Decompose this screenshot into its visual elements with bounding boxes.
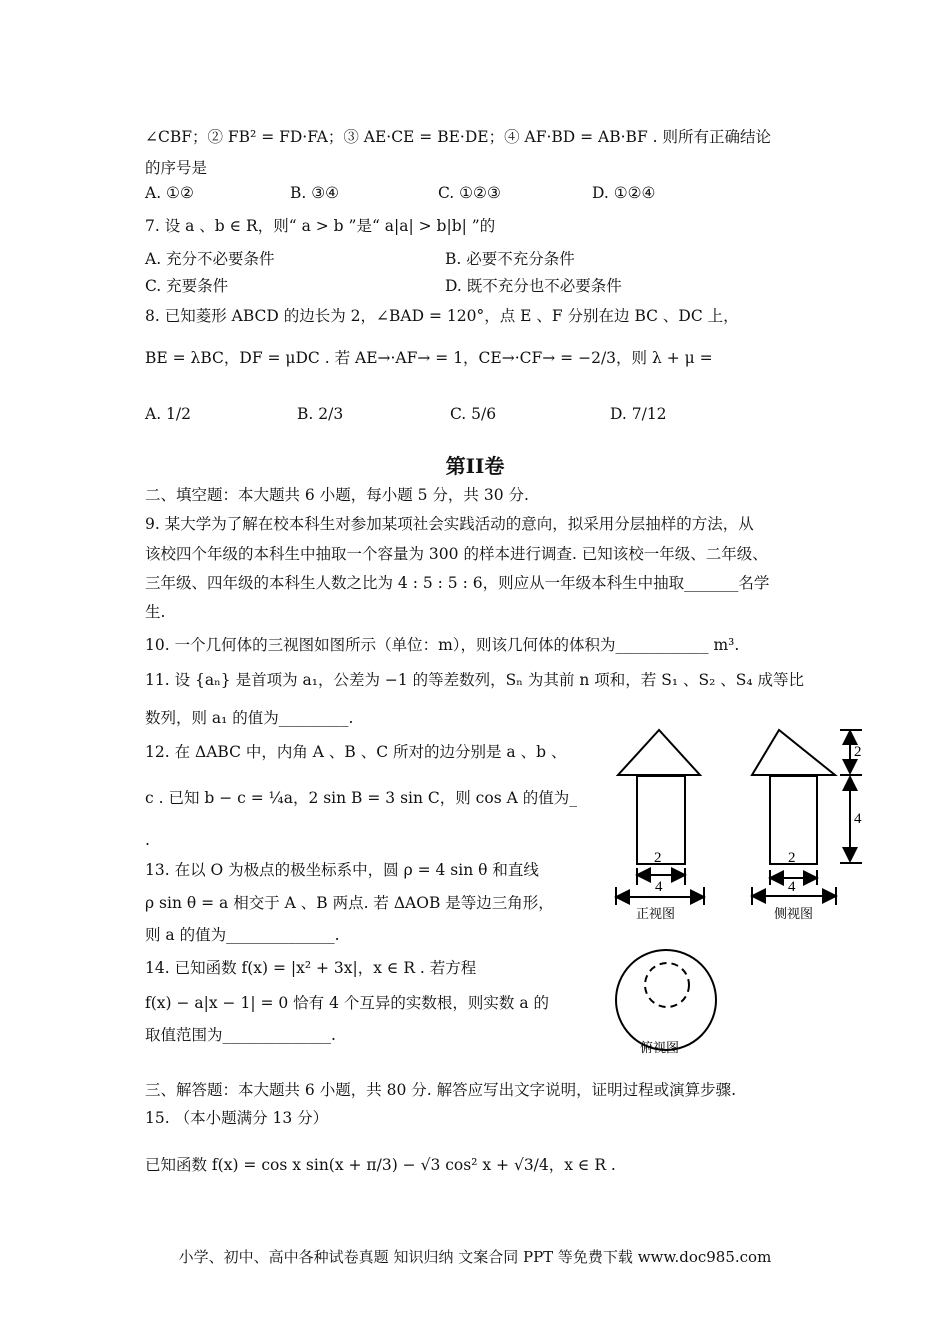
q6-option-a: A. ①② bbox=[145, 184, 194, 202]
q11-line2: 数列，则 a₁ 的值为_________. bbox=[145, 709, 354, 727]
q15-text: 已知函数 f(x) = cos x sin(x + π/3) − √3 cos² x + √3/4，x ∈ R . bbox=[145, 1156, 616, 1174]
dim-label: 2 bbox=[788, 850, 796, 866]
dim-label: 2 bbox=[654, 850, 662, 866]
dim-label: 4 bbox=[655, 879, 663, 895]
front-view-triangle bbox=[618, 730, 700, 775]
q12-line1: 12. 在 ΔABC 中，内角 A 、B 、C 所对的边分别是 a 、b 、 bbox=[145, 743, 567, 761]
q6-continuation-2: 的序号是 bbox=[145, 159, 208, 177]
q8-option-a: A. 1/2 bbox=[145, 405, 191, 423]
q6-option-b: B. ③④ bbox=[290, 184, 340, 202]
q7-option-c: C. 充要条件 bbox=[145, 277, 229, 295]
q14-line3: 取值范围为______________. bbox=[145, 1026, 336, 1044]
dim-label: 2 bbox=[854, 744, 862, 760]
q13-line3: 则 a 的值为______________. bbox=[145, 926, 340, 944]
q13-line2: ρ sin θ = a 相交于 A 、B 两点. 若 ΔAOB 是等边三角形， bbox=[145, 894, 554, 912]
q8-option-d: D. 7/12 bbox=[610, 405, 667, 423]
q6-option-d: D. ①②④ bbox=[592, 184, 656, 202]
q14-line2: f(x) − a|x − 1| = 0 恰有 4 个互异的实数根，则实数 a 的 bbox=[145, 994, 549, 1012]
q8-option-c: C. 5/6 bbox=[450, 405, 497, 423]
q7-text: 7. 设 a 、b ∈ R，则“ a > b ”是“ a|a| > b|b| ”的 bbox=[145, 217, 496, 235]
q9-line4: 生. bbox=[145, 603, 166, 621]
top-view-outer-circle bbox=[616, 950, 716, 1050]
q9-line3: 三年级、四年级的本科生人数之比为 4 : 5 : 5 : 6，则应从一年级本科生中抽取_______名学 bbox=[145, 574, 770, 592]
solve-header: 三、解答题：本大题共 6 小题，共 80 分. 解答应写出文字说明，证明过程或演算步骤. bbox=[145, 1081, 737, 1099]
q8-text-2: BE = λBC，DF = μDC . 若 AE→·AF→ = 1，CE→·CF→ = −2/3，则 λ + μ = bbox=[145, 349, 713, 367]
q15-title: 15. （本小题满分 13 分） bbox=[145, 1109, 329, 1127]
side-view-triangle bbox=[752, 730, 835, 775]
footer-text: 小学、初中、高中各种试卷真题 知识归纳 文案合同 PPT 等免费下载 www.doc985.com bbox=[178, 1248, 772, 1266]
q8-text: 8. 已知菱形 ABCD 的边长为 2，∠BAD = 120°，点 E 、F 分别在边 BC 、DC 上， bbox=[145, 307, 739, 325]
side-view-label: 侧视图 bbox=[774, 907, 814, 922]
q14-line1: 14. 已知函数 f(x) = |x² + 3x|，x ∈ R . 若方程 bbox=[145, 959, 477, 977]
q7-option-a: A. 充分不必要条件 bbox=[145, 250, 275, 268]
dim-label: 4 bbox=[854, 811, 862, 827]
top-view-label: 俯视图 bbox=[640, 1041, 680, 1056]
q8-option-b: B. 2/3 bbox=[297, 405, 344, 423]
dim-label: 4 bbox=[788, 879, 796, 895]
q7-option-d: D. 既不充分也不必要条件 bbox=[445, 277, 622, 295]
q12-line2: c . 已知 b − c = ¼a，2 sin B = 3 sin C，则 cos A 的值为_ bbox=[145, 789, 577, 807]
q9-line1: 9. 某大学为了解在校本科生对参加某项社会实践活动的意向，拟采用分层抽样的方法，从 bbox=[145, 515, 754, 533]
q13-line1: 13. 在以 O 为极点的极坐标系中，圆 ρ = 4 sin θ 和直线 bbox=[145, 861, 539, 879]
q9-line2: 该校四个年级的本科生中抽取一个容量为 300 的样本进行调查. 已知该校一年级、二年级、 bbox=[145, 545, 768, 563]
q6-option-c: C. ①②③ bbox=[438, 184, 501, 202]
q6-continuation: ∠CBF；② FB² = FD·FA；③ AE·CE = BE·DE；④ AF·BD = AB·BF . 则所有正确结论 bbox=[145, 128, 771, 146]
q10-text: 10. 一个几何体的三视图如图所示（单位：m），则该几何体的体积为____________ m³. bbox=[145, 636, 740, 654]
q12-line3: . bbox=[145, 831, 150, 849]
top-view-dashed-circle bbox=[645, 963, 689, 1007]
q7-option-b: B. 必要不充分条件 bbox=[445, 250, 575, 268]
q11-line1: 11. 设 {aₙ} 是首项为 a₁，公差为 −1 的等差数列，Sₙ 为其前 n 项和，若 S₁ 、S₂ 、S₄ 成等比 bbox=[145, 671, 804, 689]
front-view-label: 正视图 bbox=[636, 907, 676, 922]
fill-header: 二、填空题：本大题共 6 小题，每小题 5 分，共 30 分. bbox=[145, 486, 529, 504]
section-title: 第II卷 bbox=[445, 454, 505, 478]
